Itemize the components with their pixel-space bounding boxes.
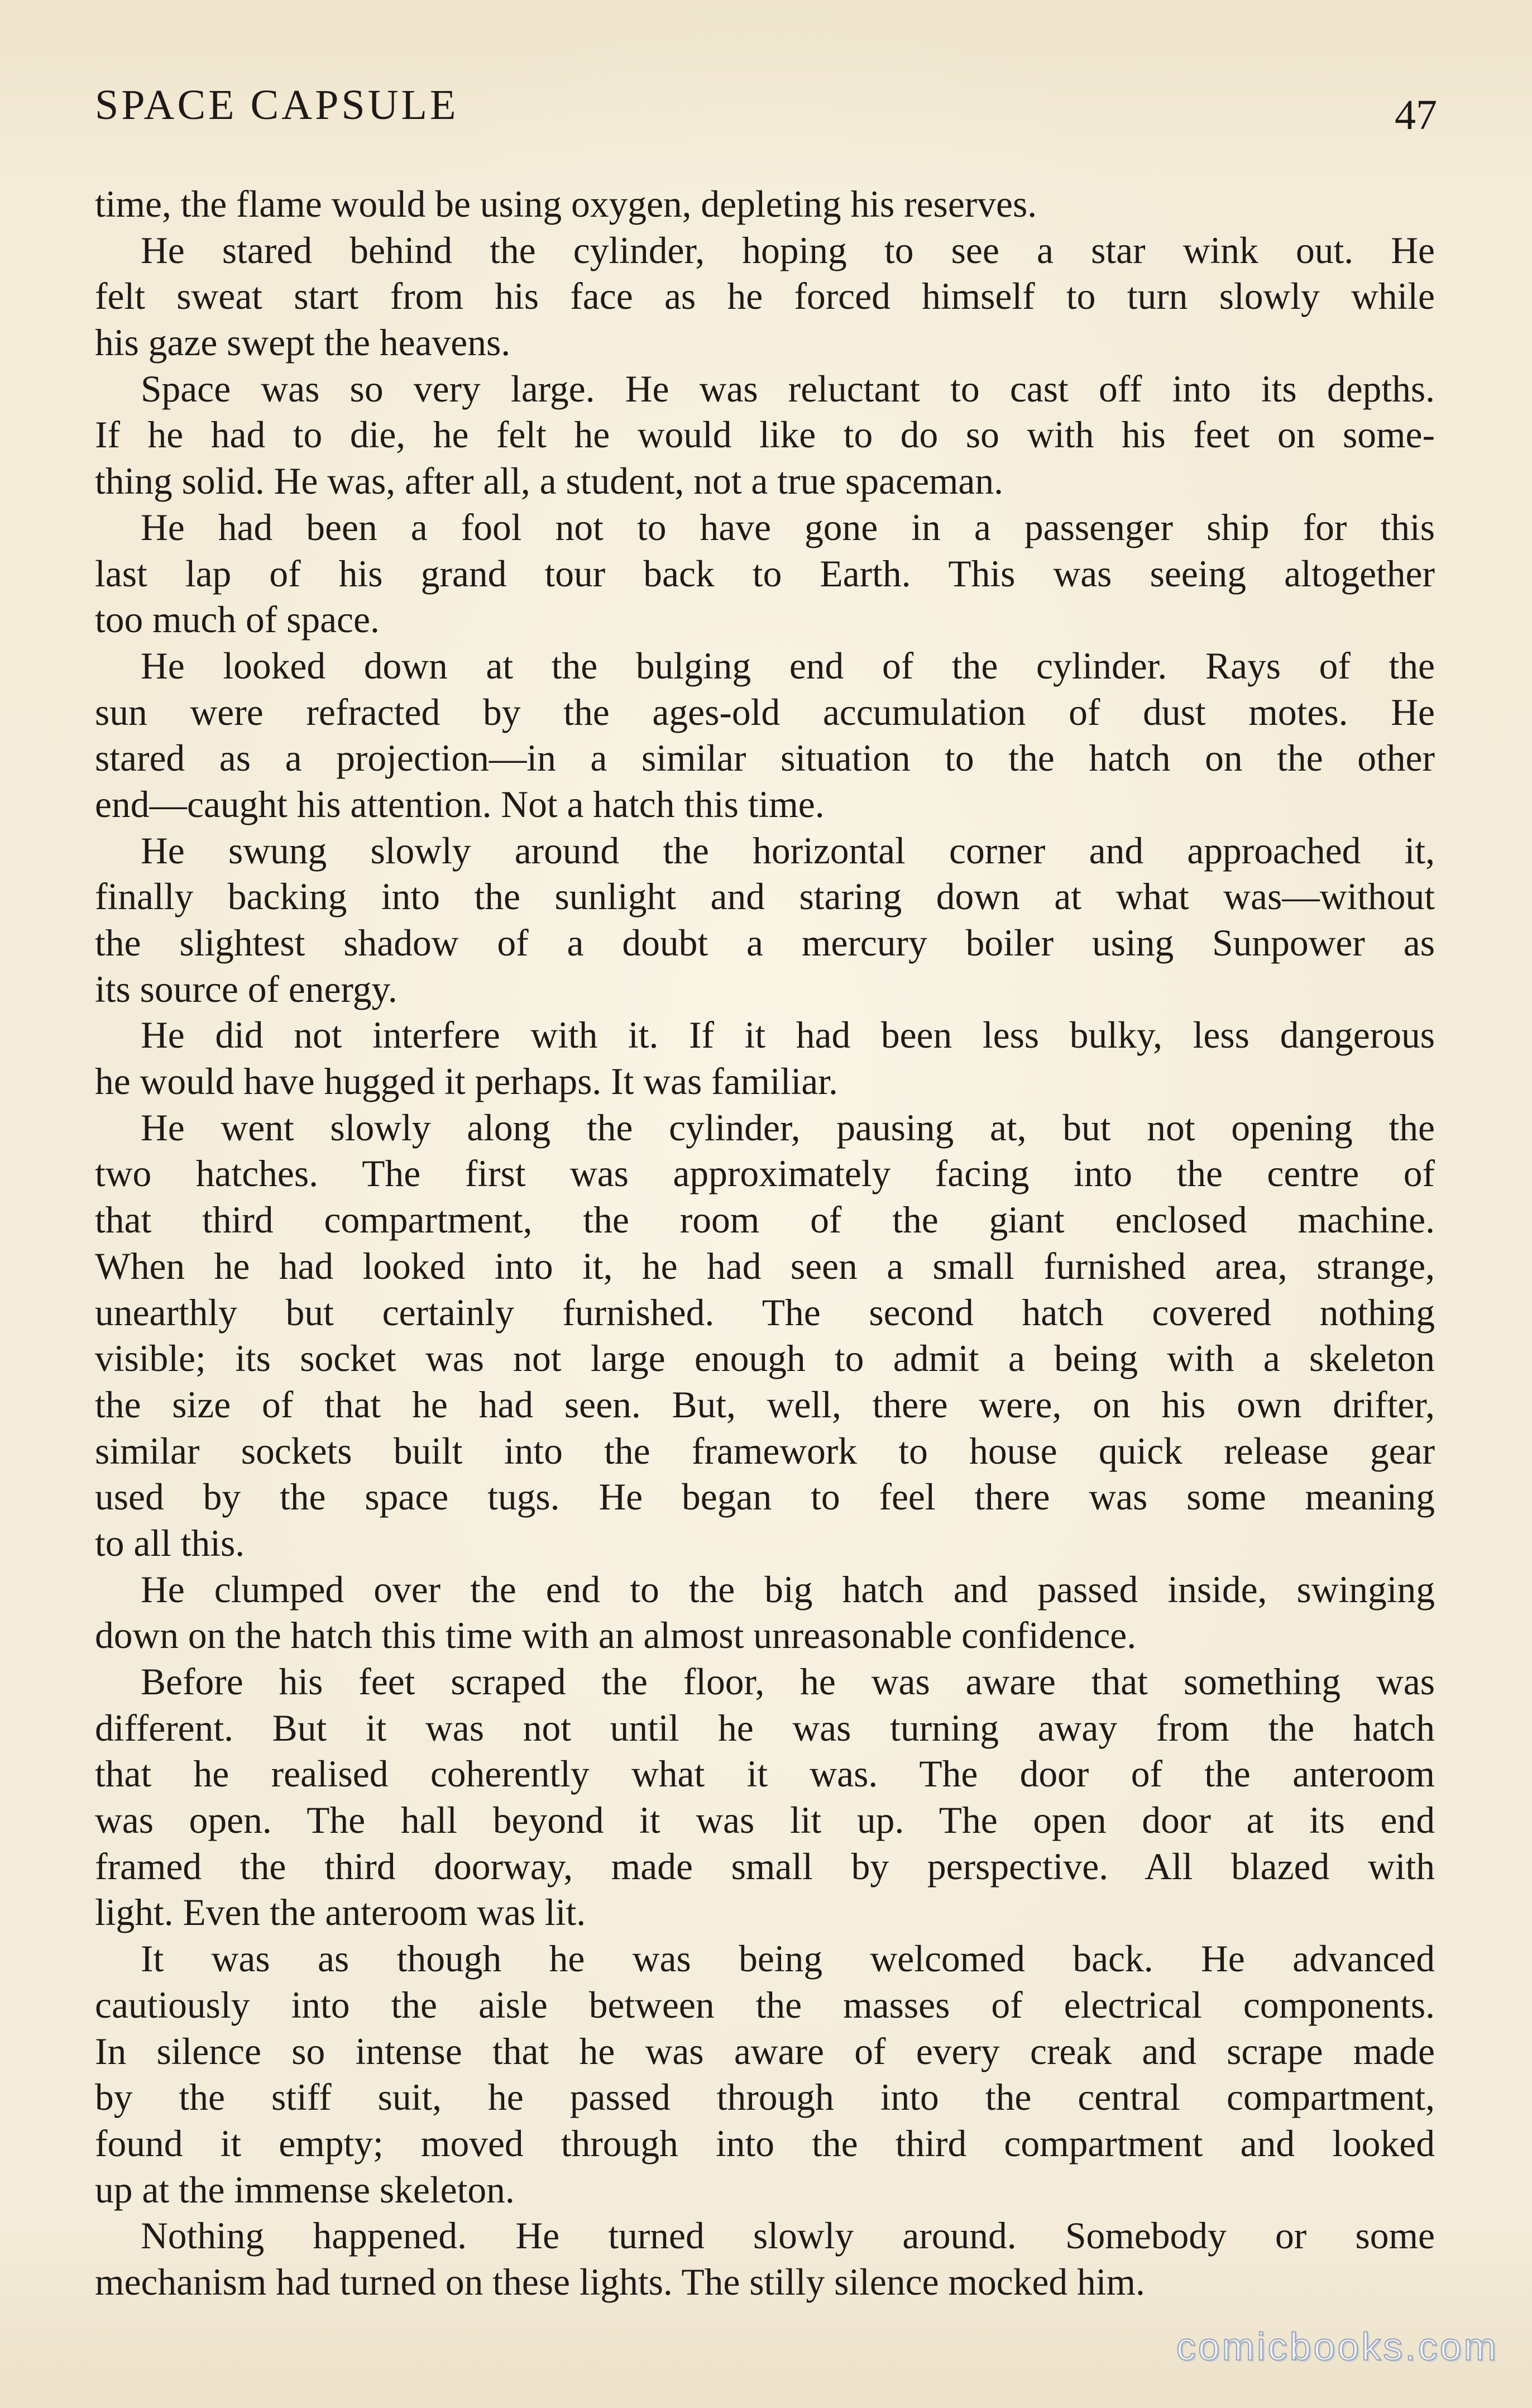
text-line: he would have hugged it perhaps. It was familiar. bbox=[95, 1060, 838, 1103]
text-line: He looked down at the bulging end of the cylinder. Rays of the bbox=[141, 644, 1435, 687]
text-line: sun were refracted by the ages-old accumulation of dust motes. He bbox=[95, 691, 1435, 733]
text-line: the slightest shadow of a doubt a mercury boiler using Sunpower as bbox=[95, 922, 1435, 964]
text-line: framed the third doorway, made small by perspective. All blazed with bbox=[95, 1845, 1435, 1888]
body-text bbox=[95, 181, 1435, 2306]
text-line: by the stiff suit, he passed through into the central compartment, bbox=[95, 2076, 1435, 2119]
paragraph bbox=[95, 1105, 1435, 1567]
text-line: He clumped over the end to the big hatch and passed inside, swinging bbox=[141, 1568, 1435, 1611]
text-line: cautiously into the aisle between the masses of electrical components. bbox=[95, 1984, 1435, 2026]
text-line: He swung slowly around the horizontal corner and approached it, bbox=[141, 829, 1435, 872]
text-line: finally backing into the sunlight and staring down at what was—without bbox=[95, 876, 1435, 918]
text-line: If he had to die, he felt he would like to do so with his feet on some- bbox=[95, 414, 1435, 456]
text-line: Space was so very large. He was reluctant to cast off into its depths. bbox=[141, 367, 1435, 410]
text-line: mechanism had turned on these lights. The stilly silence mocked him. bbox=[95, 2261, 1145, 2303]
text-line: different. But it was not until he was turning away from the hatch bbox=[95, 1707, 1435, 1749]
paragraph bbox=[95, 1567, 1435, 1659]
paragraph bbox=[95, 1936, 1435, 2213]
paragraph bbox=[95, 181, 1435, 228]
text-line: used by the space tugs. He began to feel there was some meaning bbox=[95, 1476, 1435, 1518]
paragraph bbox=[95, 643, 1435, 828]
paragraph bbox=[95, 1659, 1435, 1936]
text-line: thing solid. He was, after all, a student, not a true spaceman. bbox=[95, 460, 1004, 503]
text-line: that third compartment, the room of the giant enclosed machine. bbox=[95, 1199, 1435, 1241]
text-line: In silence so intense that he was aware of every creak and scrape made bbox=[95, 2030, 1435, 2072]
text-line: end—caught his attention. Not a hatch this time. bbox=[95, 783, 825, 825]
text-line: unearthly but certainly furnished. The second hatch covered nothing bbox=[95, 1291, 1435, 1334]
text-line: felt sweat start from his face as he forced himself to turn slowly while bbox=[95, 275, 1435, 318]
page-number: 47 bbox=[1395, 92, 1437, 138]
text-line: It was as though he was being welcomed back. He advanced bbox=[141, 1938, 1435, 1980]
text-line: its source of energy. bbox=[95, 968, 398, 1010]
text-line: stared as a projection—in a similar situation to the hatch on the other bbox=[95, 737, 1435, 780]
text-line: two hatches. The first was approximately facing into the centre of bbox=[95, 1153, 1435, 1195]
text-line: up at the immense skeleton. bbox=[95, 2168, 515, 2211]
text-line: found it empty; moved through into the third compartment and looked bbox=[95, 2122, 1435, 2165]
text-line: too much of space. bbox=[95, 599, 380, 641]
text-line: He did not interfere with it. If it had been less bulky, less dangerous bbox=[141, 1014, 1435, 1057]
text-line: the size of that he had seen. But, well, there were, on his own drifter, bbox=[95, 1383, 1435, 1426]
text-line: He went slowly along the cylinder, pausing at, but not opening the bbox=[141, 1106, 1435, 1149]
paragraph bbox=[95, 228, 1435, 366]
text-line: visible; its socket was not large enough to admit a being with a skeleton bbox=[95, 1337, 1435, 1380]
text-line: his gaze swept the heavens. bbox=[95, 322, 511, 364]
text-line: When he had looked into it, he had seen a small furnished area, strange, bbox=[95, 1245, 1435, 1287]
text-line: was open. The hall beyond it was lit up. The open door at its end bbox=[95, 1799, 1435, 1842]
text-line: that he realised coherently what it was. The door of the anteroom bbox=[95, 1753, 1435, 1795]
text-line: to all this. bbox=[95, 1522, 245, 1564]
text-line: Before his feet scraped the floor, he was aware that something was bbox=[141, 1661, 1435, 1703]
text-line: He had been a fool not to have gone in a passenger ship for this bbox=[141, 506, 1435, 548]
text-line: down on the hatch this time with an almost unreasonable confidence. bbox=[95, 1614, 1137, 1657]
paragraph bbox=[95, 1012, 1435, 1105]
paragraph bbox=[95, 2213, 1435, 2305]
paragraph bbox=[95, 505, 1435, 643]
paragraph bbox=[95, 366, 1435, 505]
text-line: light. Even the anteroom was lit. bbox=[95, 1891, 586, 1934]
running-head: SPACE CAPSULE bbox=[95, 82, 459, 128]
text-line: similar sockets built into the framework to house quick release gear bbox=[95, 1430, 1435, 1472]
text-line: last lap of his grand tour back to Earth. This was seeing altogether bbox=[95, 552, 1435, 595]
text-line: Nothing happened. He turned slowly around. Somebody or some bbox=[141, 2215, 1435, 2257]
text-line: time, the flame would be using oxygen, depleting his reserves. bbox=[95, 183, 1037, 225]
text-line: He stared behind the cylinder, hoping to see a star wink out. He bbox=[141, 229, 1435, 271]
watermark: comicbooks.com bbox=[1176, 2325, 1499, 2368]
paragraph bbox=[95, 828, 1435, 1013]
